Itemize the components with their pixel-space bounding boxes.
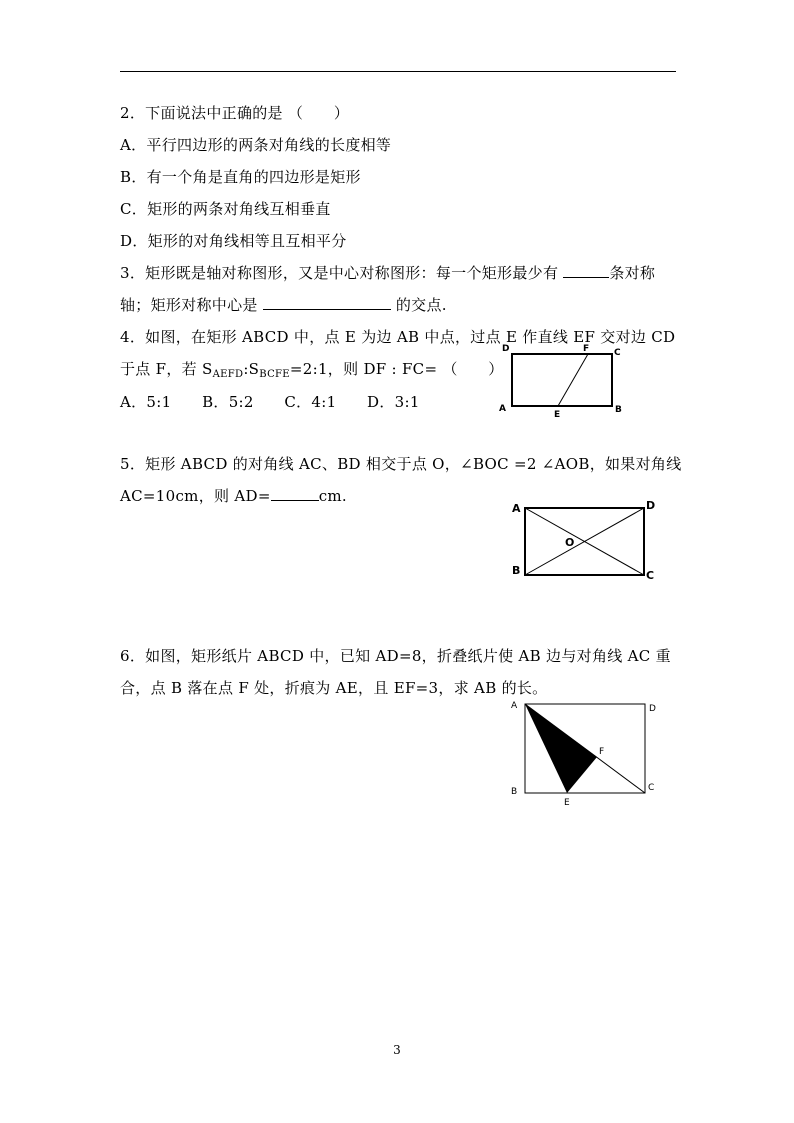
q3-blank-center: [263, 295, 391, 310]
q5-line-2-text: AC=10cm，则 AD=: [120, 487, 271, 505]
q4-label-f: F: [583, 344, 590, 354]
q6-label-d: D: [649, 704, 656, 714]
q6-label-e: E: [564, 798, 570, 808]
q5-label-b: B: [512, 564, 521, 577]
q4-subscript-bcfe: BCFE: [259, 369, 290, 380]
q4-rectangle-figure: [495, 340, 635, 420]
q4-line-2-text: 于点 F，若 S: [120, 360, 213, 378]
q4-ratio-sep: :S: [243, 360, 260, 378]
q3-blank-axes: [563, 263, 609, 278]
q6-folding-figure: [505, 695, 665, 810]
q2-stem: 2．下面说法中正确的是 （ ）: [120, 104, 350, 122]
q2-option-a: A．平行四边形的两条对角线的长度相等: [120, 136, 392, 154]
q5-line-1: 5．矩形 ABCD 的对角线 AC、BD 相交于点 O，∠BOC =2 ∠AOB，如果对角线: [120, 455, 682, 473]
q5-label-d: D: [646, 499, 656, 512]
q4-label-b: B: [615, 405, 622, 415]
q6-folded-triangle: [525, 704, 597, 793]
q6-label-f: F: [599, 747, 605, 757]
q5-label-a: A: [512, 502, 521, 515]
q6-line-2: 合，点 B 落在点 F 处，折痕为 AE，且 EF=3，求 AB 的长。: [120, 679, 548, 697]
q2-option-d: D．矩形的对角线相等且互相平分: [120, 232, 347, 250]
q4-label-c: C: [614, 348, 621, 358]
q5-rectangle-figure: [505, 495, 665, 585]
q6-label-c: C: [648, 783, 655, 793]
q4-label-d: D: [502, 344, 510, 354]
q6-label-a: A: [511, 701, 518, 711]
q4-label-e: E: [554, 410, 561, 420]
q5-line-2: [120, 486, 347, 506]
q4-line-2-end: =2:1，则 DF : FC= （ ）: [289, 360, 504, 378]
q4-line-1: 4．如图，在矩形 ABCD 中，点 E 为边 AB 中点，过点 E 作直线 EF 交对边 CD: [120, 328, 676, 346]
page-number: 3: [393, 1043, 401, 1057]
q4-subscript-aefd: AEFD: [212, 369, 244, 380]
header-rule: [120, 71, 676, 72]
q4-options: A．5:1 B．5:2 C．4:1 D．3:1: [120, 393, 420, 411]
q4-label-a: A: [499, 404, 506, 414]
q3-line-2-end: 的交点.: [390, 296, 447, 314]
q3-line-1-text: 3．矩形既是轴对称图形，又是中心对称图形：每一个矩形最少有: [120, 264, 564, 282]
q5-blank-ad: [271, 486, 319, 501]
q3-line-2-text: 轴；矩形对称中心是: [120, 296, 263, 314]
q3-line-1-end: 条对称: [609, 264, 656, 282]
q6-line-1: 6．如图，矩形纸片 ABCD 中，已知 AD=8，折叠纸片使 AB 边与对角线 AC 重: [120, 647, 671, 665]
q6-label-b: B: [511, 787, 518, 797]
q2-option-b: B．有一个角是直角的四边形是矩形: [120, 168, 361, 186]
q3-line-2: [120, 295, 447, 315]
q5-label-c: C: [646, 569, 655, 582]
q2-option-c: C．矩形的两条对角线互相垂直: [120, 200, 331, 218]
q5-label-o: O: [565, 536, 575, 549]
q5-line-2-end: cm.: [318, 487, 347, 505]
q3-line-1: [120, 263, 655, 283]
q4-segment-ef: [558, 354, 588, 406]
q4-line-2: [120, 359, 504, 382]
